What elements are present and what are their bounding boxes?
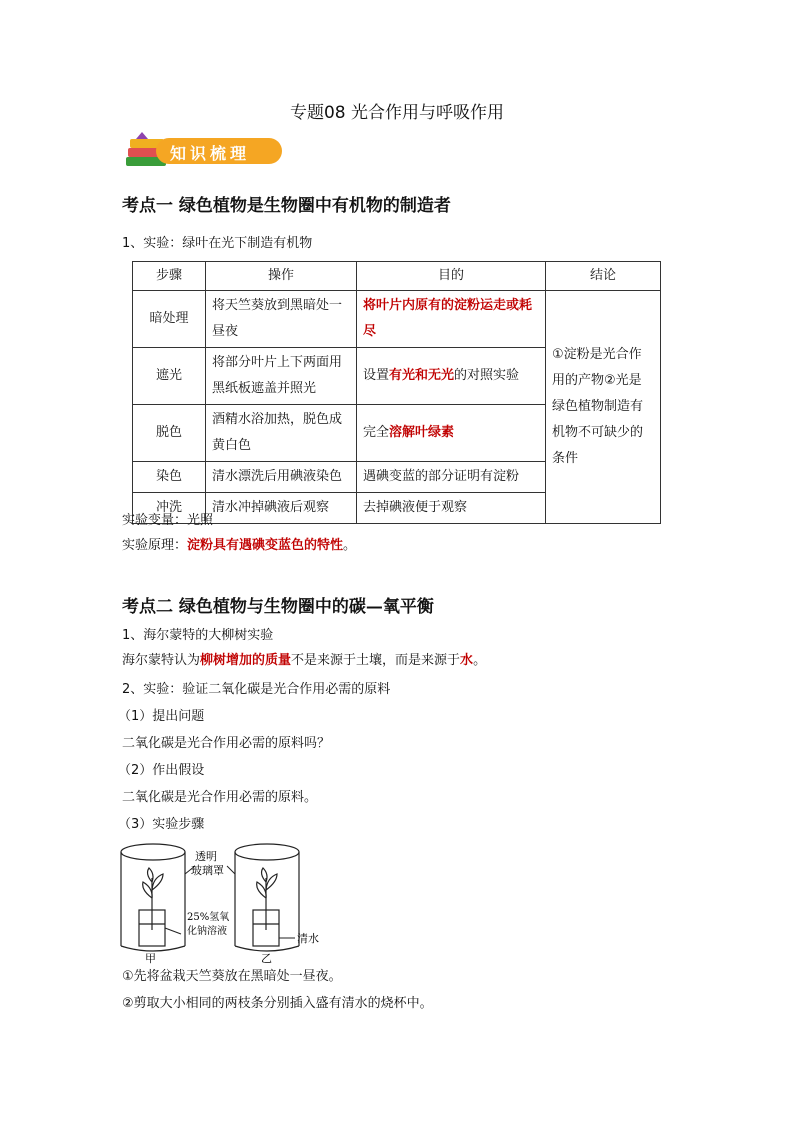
text-span: 。 <box>473 653 487 668</box>
text-span: 去掉碘液便于观察 <box>363 500 468 515</box>
label-glass-2: 玻璃罩 <box>191 864 224 877</box>
operation-cell: 酒精水浴加热，脱色成黄白色 <box>206 405 357 462</box>
operation-cell: 清水漂洗后用碘液染色 <box>206 462 357 493</box>
red-text: 将叶片内原有的淀粉运走或耗尽 <box>363 298 533 339</box>
text-span: 设置 <box>363 368 390 383</box>
purpose-cell <box>357 405 546 462</box>
section1-heading: 考点一 绿色植物是生物圈中有机物的制造者 <box>122 196 451 216</box>
table-header-row <box>133 262 661 291</box>
label-naoh-2: 化钠溶液 <box>187 926 227 937</box>
table-header: 操作 <box>206 262 357 291</box>
question-1: （1）提出问题 <box>118 709 205 724</box>
bell-jar-b <box>235 844 299 951</box>
step-cell: 染色 <box>133 462 206 493</box>
operation-cell: 将天竺葵放到黑暗处一昼夜 <box>206 291 357 348</box>
experiment-figure <box>115 838 345 966</box>
purpose-cell <box>357 493 546 524</box>
table-row <box>133 291 661 348</box>
table-header: 步骤 <box>133 262 206 291</box>
red-text: 水 <box>460 653 474 668</box>
knowledge-badge <box>122 131 284 171</box>
operation-cell: 清水冲掉碘液后观察 <box>206 493 357 524</box>
table-header: 目的 <box>357 262 546 291</box>
step-cell: 脱色 <box>133 405 206 462</box>
step-1: ①先将盆栽天竺葵放在黑暗处一昼夜。 <box>122 969 342 984</box>
question-2: （2）作出假设 <box>118 763 205 778</box>
willow-text <box>122 652 486 670</box>
text-span: 遇碘变蓝的部分证明有淀粉 <box>363 469 520 484</box>
label-a: 甲 <box>145 952 156 965</box>
text-span: 不是来源于土壤，而是来源于 <box>291 653 461 668</box>
willow-item: 1、海尔蒙特的大柳树实验 <box>122 628 274 643</box>
section2-heading: 考点二 绿色植物与生物圈中的碳—氧平衡 <box>122 597 434 617</box>
page-title: 专题08 光合作用与呼吸作用 <box>289 103 505 123</box>
purpose-cell <box>357 348 546 405</box>
text-span: 海尔蒙特认为 <box>122 653 201 668</box>
purpose-cell <box>357 291 546 348</box>
purpose-cell <box>357 462 546 493</box>
label-naoh-1: 25%氢氧 <box>187 912 230 923</box>
co2-item: 2、实验：验证二氧化碳是光合作用必需的原料 <box>122 682 391 697</box>
label-glass-1: 透明 <box>195 850 217 863</box>
operation-cell: 将部分叶片上下两面用黑纸板遮盖并照光 <box>206 348 357 405</box>
experiment-variable: 实验变量：光照 <box>122 513 214 528</box>
badge-label: 知识梳理 <box>170 144 251 163</box>
step-cell: 冲洗 <box>133 493 206 524</box>
question-2-text: 二氧化碳是光合作用必需的原料。 <box>122 790 318 805</box>
step-2: ②剪取大小相同的两枝条分别插入盛有清水的烧杯中。 <box>122 996 433 1011</box>
red-text: 有光和无光 <box>389 368 455 383</box>
experiment-table <box>132 261 661 524</box>
principle-text: 淀粉具有遇碘变蓝色的特性 <box>187 538 344 553</box>
red-text: 柳树增加的质量 <box>200 653 292 668</box>
conclusion-cell: ①淀粉是光合作用的产物②光是绿色植物制造有机物不可缺少的条件 <box>546 291 661 524</box>
bell-jar-a <box>121 844 185 951</box>
text-span: 的对照实验 <box>454 368 520 383</box>
step-cell: 遮光 <box>133 348 206 405</box>
red-text: 溶解叶绿素 <box>389 425 455 440</box>
question-3: （3）实验步骤 <box>118 817 205 832</box>
table-header: 结论 <box>546 262 661 291</box>
label-water: 清水 <box>297 932 319 945</box>
experiment-principle <box>122 537 356 555</box>
step-cell: 暗处理 <box>133 291 206 348</box>
principle-label: 实验原理： <box>122 538 188 553</box>
text-span: 完全 <box>363 425 390 440</box>
principle-end: 。 <box>343 538 357 553</box>
question-1-text: 二氧化碳是光合作用必需的原料吗？ <box>122 736 331 751</box>
experiment-title: 1、实验：绿叶在光下制造有机物 <box>122 236 313 251</box>
label-b: 乙 <box>261 952 272 965</box>
